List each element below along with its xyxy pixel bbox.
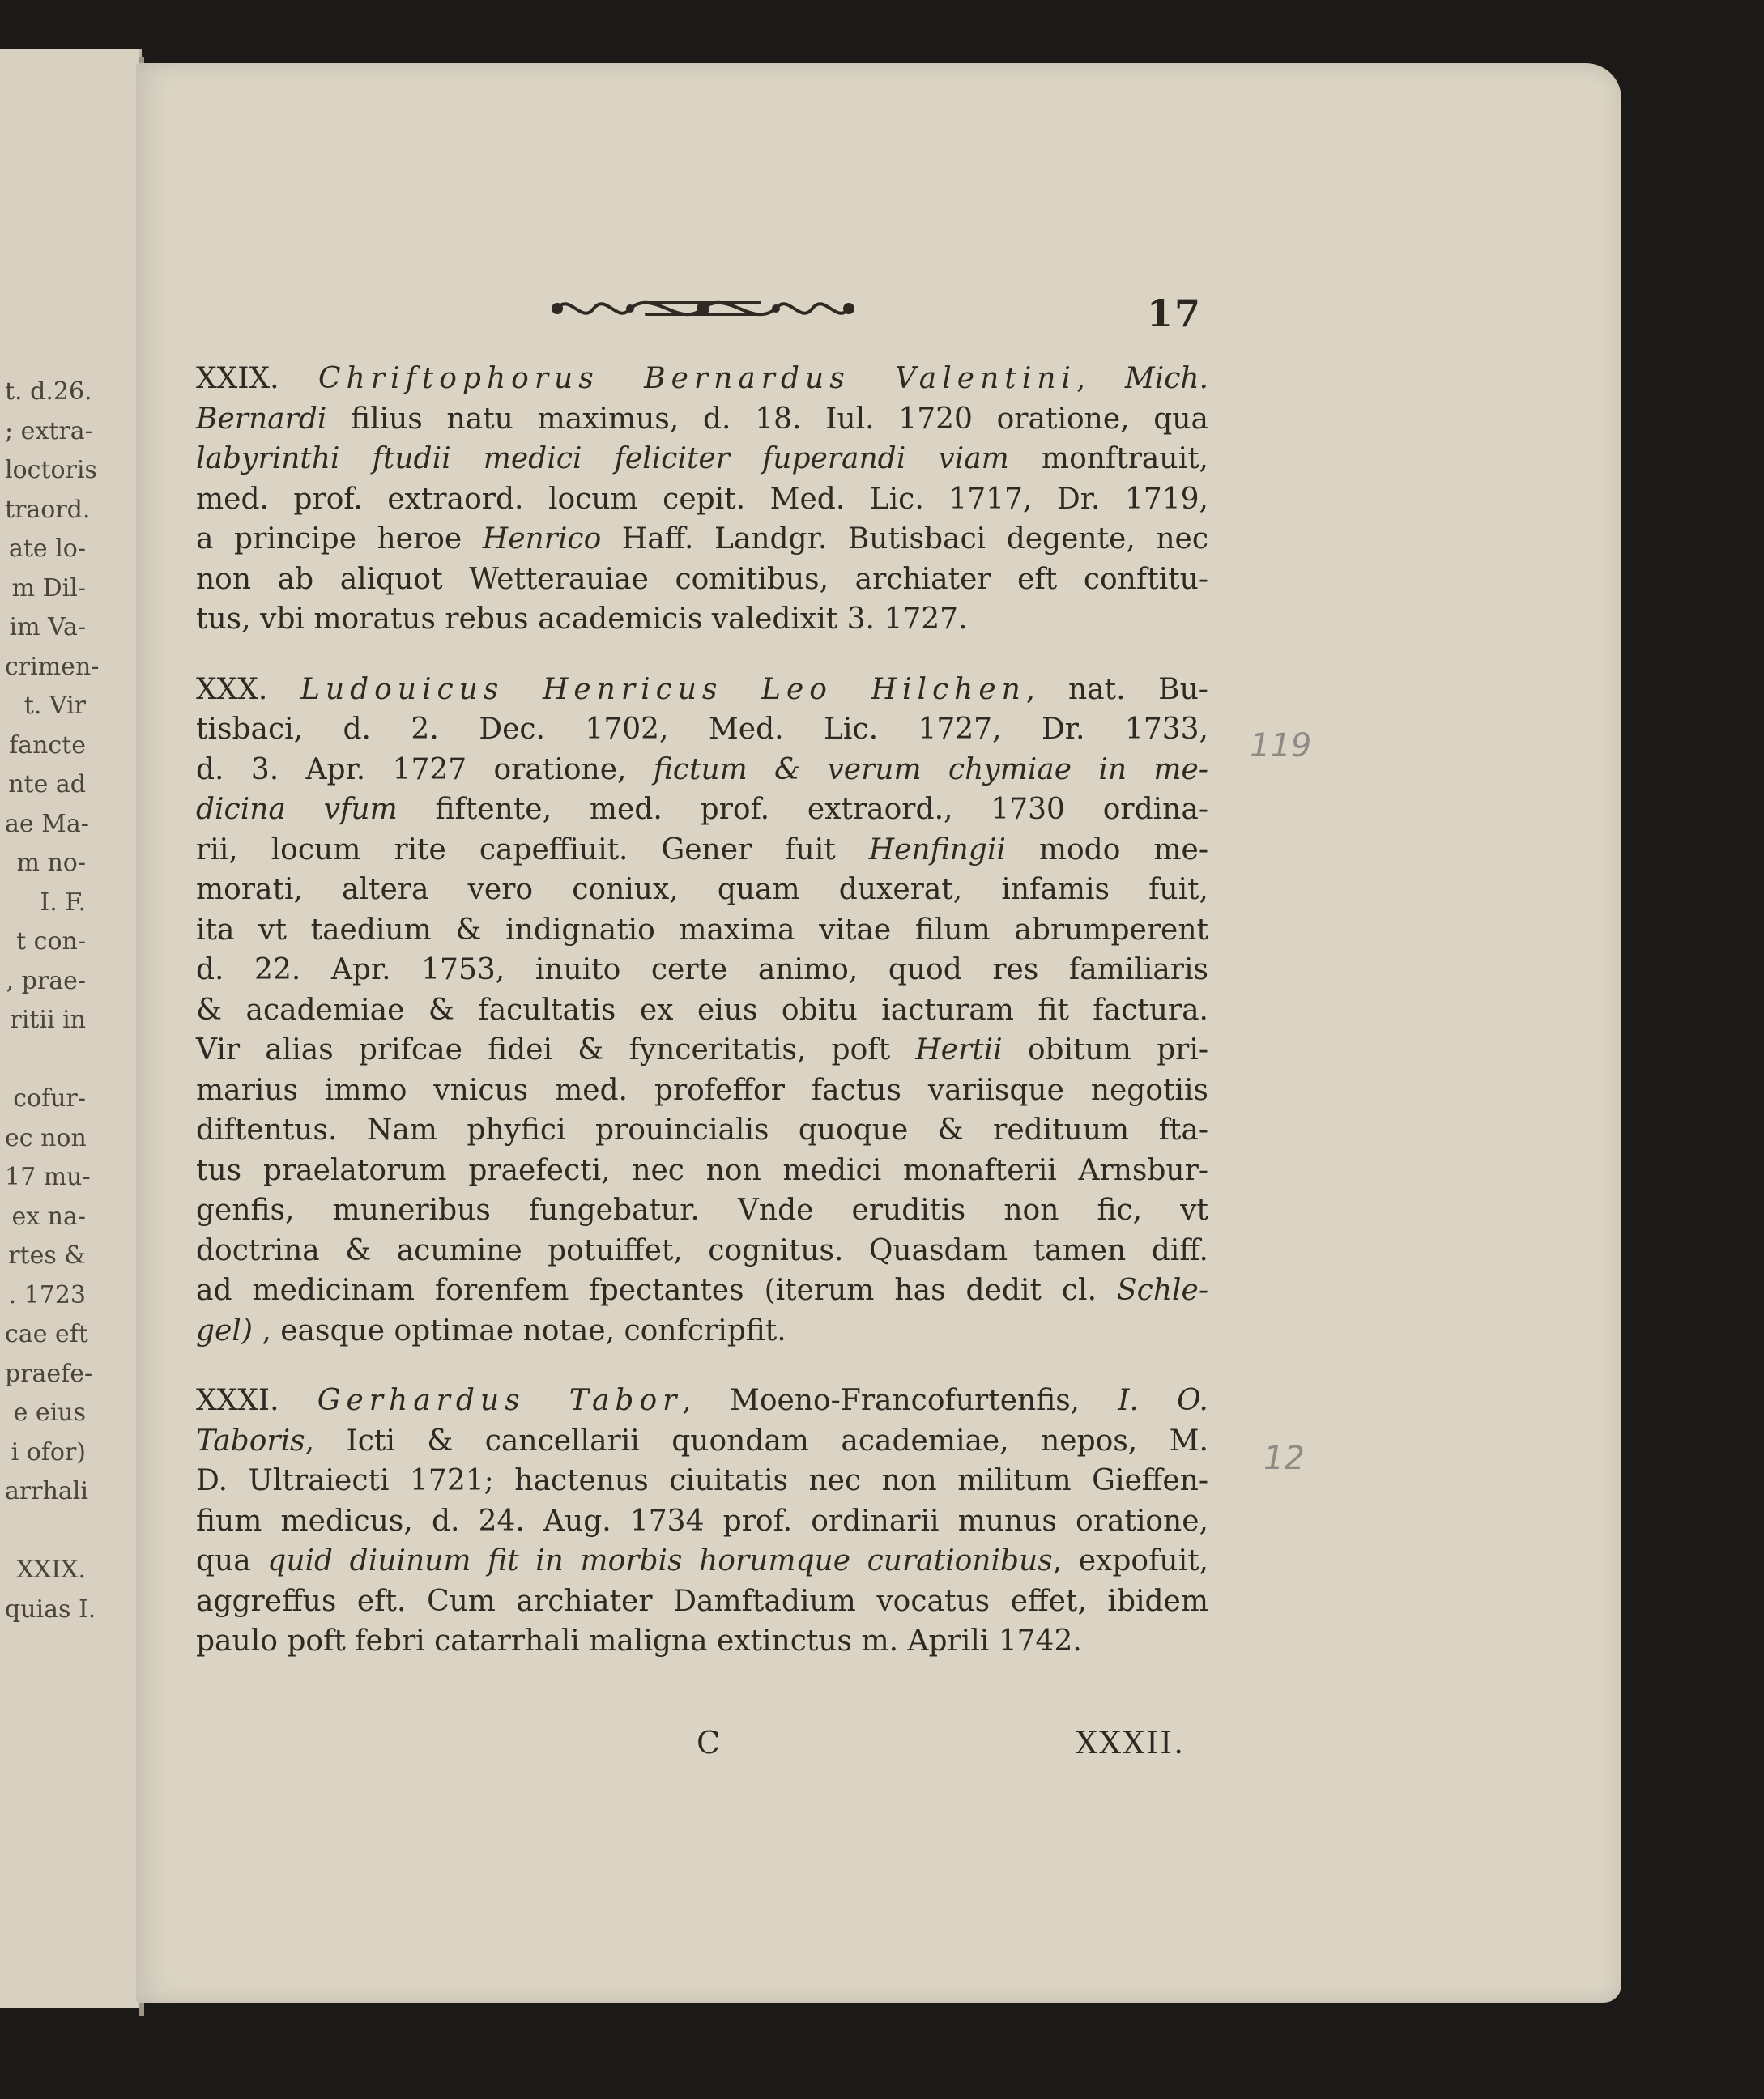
left-page-fragment: XXIX. xyxy=(16,1556,86,1584)
left-page-fragment: quias I. xyxy=(5,1594,96,1624)
text-run: fium medicus, d. 24. Aug. 1734 prof. ordinarii munus oratione, xyxy=(196,1504,1208,1538)
left-page-fragment: . 1723 xyxy=(8,1280,86,1309)
text-run: med. prof. extraord. locum cepit. Med. Lic. 1717, Dr. 1719, xyxy=(196,482,1208,516)
text-line xyxy=(196,519,1208,560)
left-page-fragment: m no- xyxy=(16,849,86,877)
left-page-fragment: e eius xyxy=(13,1399,86,1427)
text-run: ita vt taedium & indignatio maxima vitae filum abrumperent xyxy=(196,913,1208,947)
left-page-fragment: t con- xyxy=(16,927,86,956)
text-run: tus praelatorum praefecti, nec non medici monafterii Arnsbur- xyxy=(196,1153,1208,1187)
text-run: dicina vfum xyxy=(196,793,398,826)
text-run: morati, altera vero coniux, quam duxerat, infamis fuit, xyxy=(196,873,1208,906)
left-page-fragment: praefe- xyxy=(5,1359,93,1388)
left-page-fragment: i ofor) xyxy=(11,1437,86,1467)
left-page-fragment: t. Vir xyxy=(23,692,86,720)
text-run: D. Ultraiecti 1721; hactenus ciuitatis nec non militum Gieffen- xyxy=(196,1464,1208,1497)
text-line xyxy=(196,1110,1208,1151)
text-line xyxy=(196,870,1208,910)
text-line xyxy=(196,1421,1208,1462)
text-line xyxy=(196,709,1208,750)
left-page-fragment: ate lo- xyxy=(8,534,86,563)
text-run: XXX. xyxy=(196,672,300,706)
text-run: Henfingii xyxy=(868,832,1006,866)
text-line xyxy=(196,1030,1208,1071)
left-page-fragment: im Va- xyxy=(9,613,86,641)
entry-paragraph xyxy=(196,670,1208,1352)
text-run: monftrauit, xyxy=(1008,442,1209,475)
text-run: paulo poft febri catarrhali maligna extinctus m. Aprili 1742. xyxy=(196,1624,1082,1658)
left-page-fragment: cofur- xyxy=(13,1084,86,1113)
text-line xyxy=(196,1621,1208,1662)
left-page-fragment: ae Ma- xyxy=(5,809,89,838)
left-page-fragment: fancte xyxy=(9,730,86,760)
text-line xyxy=(196,1231,1208,1271)
text-line xyxy=(196,1541,1208,1582)
text-run: , nat. Bu- xyxy=(1025,672,1208,706)
left-page-fragment: traord. xyxy=(5,495,91,524)
left-page-fragment: rtes & xyxy=(8,1241,86,1270)
ornament-icon xyxy=(549,288,857,329)
text-line xyxy=(196,599,1208,640)
text-run: XXIX. xyxy=(196,362,318,395)
text-run: I. O. xyxy=(1118,1384,1208,1417)
margin-note: 119 xyxy=(1250,727,1312,764)
text-line xyxy=(196,1311,1208,1352)
signature-mark: C xyxy=(697,1725,721,1761)
text-line xyxy=(196,1190,1208,1231)
text-run: Schle- xyxy=(1117,1274,1208,1307)
text-run: & academiae & facultatis ex eius obitu iacturam fit factura. xyxy=(196,993,1208,1027)
left-page-fragment: ec non xyxy=(5,1123,87,1152)
text-run: non ab aliquot Wetterauiae comitibus, archiater eft conftitu- xyxy=(196,562,1208,596)
left-page-fragment: cae eft xyxy=(5,1320,88,1348)
left-page-fragment: ; extra- xyxy=(5,416,93,445)
text-run: tisbaci, d. 2. Dec. 1702, Med. Lic. 1727, Dr. 1733, xyxy=(196,713,1208,746)
text-run: modo me- xyxy=(1005,832,1208,866)
text-line xyxy=(196,1501,1208,1542)
left-page-fragment: I. F. xyxy=(40,888,86,917)
left-page-fragment: 17 mu- xyxy=(5,1163,91,1191)
text-run: doctrina & acumine potuiffet, cognitus. Quasdam tamen diff. xyxy=(196,1233,1208,1267)
left-page-fragment: ritii in xyxy=(10,1006,86,1034)
text-run: Bernardi xyxy=(196,402,327,436)
text-run: gel) xyxy=(196,1313,253,1348)
text-run: , easque optimae notae, confcripfit. xyxy=(252,1313,786,1348)
text-run: , expofuit, xyxy=(1052,1544,1208,1577)
text-line xyxy=(196,950,1208,990)
left-page-edge xyxy=(0,49,142,2008)
text-run: ad medicinam forenfem fpectantes (iterum has dedit cl. xyxy=(196,1274,1117,1307)
text-run: Taboris xyxy=(196,1424,305,1458)
catchword: XXXII. xyxy=(1076,1725,1186,1761)
text-line xyxy=(196,359,1208,399)
text-run: qua xyxy=(196,1544,268,1577)
text-run: Gerhardus Tabor xyxy=(317,1384,683,1417)
left-page-fragment: crimen- xyxy=(5,652,100,681)
text-line xyxy=(196,560,1208,600)
page-number: 17 xyxy=(1147,292,1203,335)
text-run: genfis, muneribus fungebatur. Vnde eruditis non fic, vt xyxy=(196,1194,1208,1227)
text-run: Chriftophorus Bernardus Valentini xyxy=(318,362,1076,395)
text-run: Henrico xyxy=(482,522,602,556)
text-line xyxy=(196,479,1208,520)
text-line xyxy=(196,990,1208,1031)
text-run: obitum pri- xyxy=(1002,1033,1208,1067)
margin-note: 12 xyxy=(1263,1440,1305,1477)
text-run: Mich. xyxy=(1124,362,1209,395)
text-line xyxy=(196,399,1208,440)
text-run: filius natu maximus, d. 18. Iul. 1720 oratione, qua xyxy=(326,402,1208,436)
text-run: tus, vbi moratus rebus academicis valedixit 3. 1727. xyxy=(196,602,968,636)
left-page-fragment: arrhali xyxy=(5,1477,88,1505)
text-run: a principe heroe xyxy=(196,522,483,556)
left-page-fragment: t. d.26. xyxy=(5,377,92,406)
text-run: quid diuinum fit in morbis horumque curationibus xyxy=(267,1544,1053,1577)
left-page-fragment: nte ad xyxy=(8,770,86,798)
text-run: d. 3. Apr. 1727 oratione, xyxy=(196,752,654,786)
text-block xyxy=(196,359,1208,1692)
text-line xyxy=(196,670,1208,710)
left-page-fragment: ex na- xyxy=(11,1202,86,1231)
text-run: XXXI. xyxy=(196,1384,317,1417)
book-page xyxy=(136,63,1621,2003)
text-run: Ludouicus Henricus Leo Hilchen xyxy=(300,672,1026,706)
text-run: labyrinthi ftudii medici feliciter fuperandi viam xyxy=(196,442,1009,475)
text-line xyxy=(196,910,1208,951)
entry-paragraph xyxy=(196,1381,1208,1662)
left-page-fragment xyxy=(5,1512,86,1552)
text-run: fictum & verum chymiae in me- xyxy=(653,752,1208,786)
text-line xyxy=(196,1071,1208,1111)
text-run: fiftente, med. prof. extraord., 1730 ordina- xyxy=(397,793,1208,826)
text-run: aggreffus eft. Cum archiater Damftadium vocatus effet, ibidem xyxy=(196,1584,1208,1618)
text-run: marius immo vnicus med. profeffor factus variisque negotiis xyxy=(196,1073,1208,1107)
text-run: d. 22. Apr. 1753, inuito certe animo, quod res familiaris xyxy=(196,953,1208,986)
text-line xyxy=(196,1381,1208,1421)
text-run: rii, locum rite capeffiuit. Gener fuit xyxy=(196,832,869,866)
text-run: Haff. Landgr. Butisbaci degente, nec xyxy=(601,522,1208,556)
left-page-fragment xyxy=(5,1041,86,1080)
text-run: , Icti & cancellarii quondam academiae, nepos, M. xyxy=(305,1424,1208,1458)
text-run: , Moeno-Francofurtenfis, xyxy=(682,1384,1118,1417)
text-run: , xyxy=(1076,362,1125,395)
text-line xyxy=(196,830,1208,871)
left-page-fragment: , prae- xyxy=(6,966,86,995)
text-run: Vir alias prifcae fidei & fynceritatis, poft xyxy=(196,1033,916,1067)
text-line xyxy=(196,1151,1208,1191)
text-line xyxy=(196,1271,1208,1311)
text-line xyxy=(196,1582,1208,1622)
left-page-fragment: loctoris xyxy=(5,456,97,484)
text-run: Hertii xyxy=(915,1033,1003,1067)
left-page-fragment: m Dil- xyxy=(11,573,86,602)
entry-paragraph xyxy=(196,359,1208,640)
text-run: diftentus. Nam phyfici prouincialis quoque & redituum fta- xyxy=(196,1113,1208,1147)
left-page-text-fragments xyxy=(5,373,100,1629)
text-line xyxy=(196,790,1208,830)
text-line xyxy=(196,1461,1208,1501)
text-line xyxy=(196,750,1208,790)
text-line xyxy=(196,439,1208,479)
